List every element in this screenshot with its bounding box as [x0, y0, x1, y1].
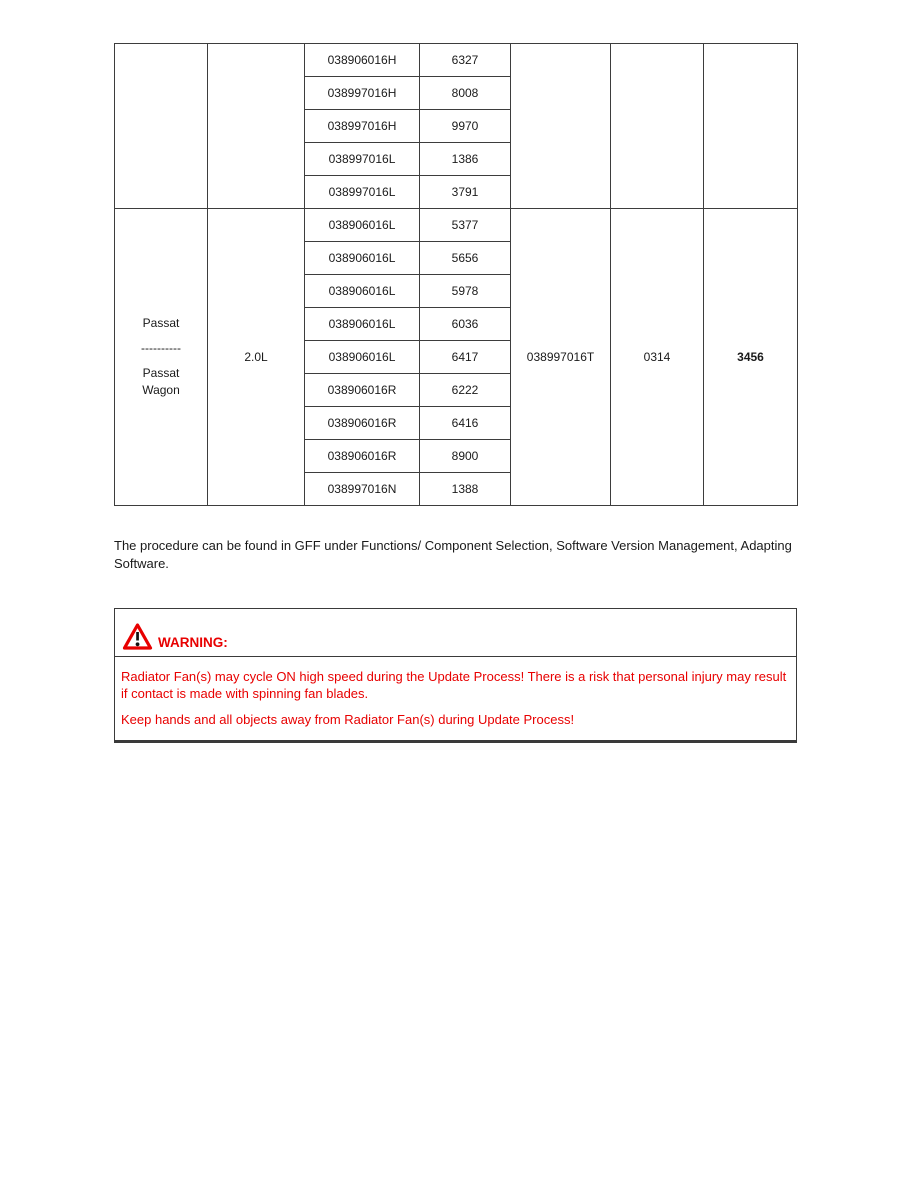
part-number-cell: 038906016R [305, 374, 420, 407]
software-level-cell: 6416 [420, 407, 511, 440]
part-number-cell: 038997016N [305, 473, 420, 506]
software-level-cell: 6417 [420, 341, 511, 374]
software-level-cell: 3791 [420, 176, 511, 209]
part-number-cell: 038906016R [305, 440, 420, 473]
new-part-number-cell: 038997016T [511, 209, 611, 506]
parts-table [114, 43, 798, 506]
software-level-cell: 5978 [420, 275, 511, 308]
part-number-cell: 038997016H [305, 110, 420, 143]
warning-body [115, 657, 796, 740]
vehicle-line: Passat [142, 316, 180, 330]
software-level-cell: 5656 [420, 242, 511, 275]
part-number-cell: 038906016R [305, 407, 420, 440]
part-number-cell: 038997016H [305, 77, 420, 110]
software-level-cell: 6222 [420, 374, 511, 407]
software-level-cell: 6036 [420, 308, 511, 341]
engine-cell-empty [208, 44, 305, 209]
part-number-cell: 038906016H [305, 44, 420, 77]
warning-paragraph: Keep hands and all objects away from Radiator Fan(s) during Update Process! [121, 712, 575, 727]
software-level-cell: 9970 [420, 110, 511, 143]
parts-table-container [114, 43, 798, 506]
new-part-number-cell-empty [511, 44, 611, 209]
code-cell: 0314 [611, 209, 704, 506]
software-level-cell: 1388 [420, 473, 511, 506]
part-number-cell: 038906016L [305, 308, 420, 341]
part-number-cell: 038906016L [305, 242, 420, 275]
engine-cell: 2.0L [208, 209, 305, 506]
vehicle-cell [115, 209, 208, 506]
table-row [115, 44, 798, 77]
vehicle-line: Wagon [142, 383, 180, 397]
software-level-cell: 5377 [420, 209, 511, 242]
part-number-cell: 038906016L [305, 341, 420, 374]
new-software-level-cell: 3456 [704, 209, 798, 506]
part-number-cell: 038906016L [305, 275, 420, 308]
software-level-cell: 1386 [420, 143, 511, 176]
warning-title: WARNING: [158, 635, 228, 650]
warning-triangle-icon [122, 622, 153, 651]
part-number-cell: 038997016L [305, 176, 420, 209]
warning-paragraph: Radiator Fan(s) may cycle ON high speed during the Update Process! There is a risk that personal injury may result if contact is made with spinning fan blades. [121, 669, 787, 701]
software-level-cell: 6327 [420, 44, 511, 77]
part-number-cell: 038997016L [305, 143, 420, 176]
part-number-cell: 038906016L [305, 209, 420, 242]
warning-box [114, 608, 797, 743]
vehicle-divider-dashes: ---------- [141, 341, 181, 355]
table-row [115, 209, 798, 242]
vehicle-line: Passat [142, 366, 180, 380]
software-level-cell: 8900 [420, 440, 511, 473]
warning-header [115, 609, 796, 657]
new-software-level-cell-empty [704, 44, 798, 209]
procedure-paragraph: The procedure can be found in GFF under Functions/ Component Selection, Software Version Management, Adapting Software. [114, 538, 792, 571]
code-cell-empty [611, 44, 704, 209]
software-level-cell: 8008 [420, 77, 511, 110]
vehicle-cell-empty [115, 44, 208, 209]
